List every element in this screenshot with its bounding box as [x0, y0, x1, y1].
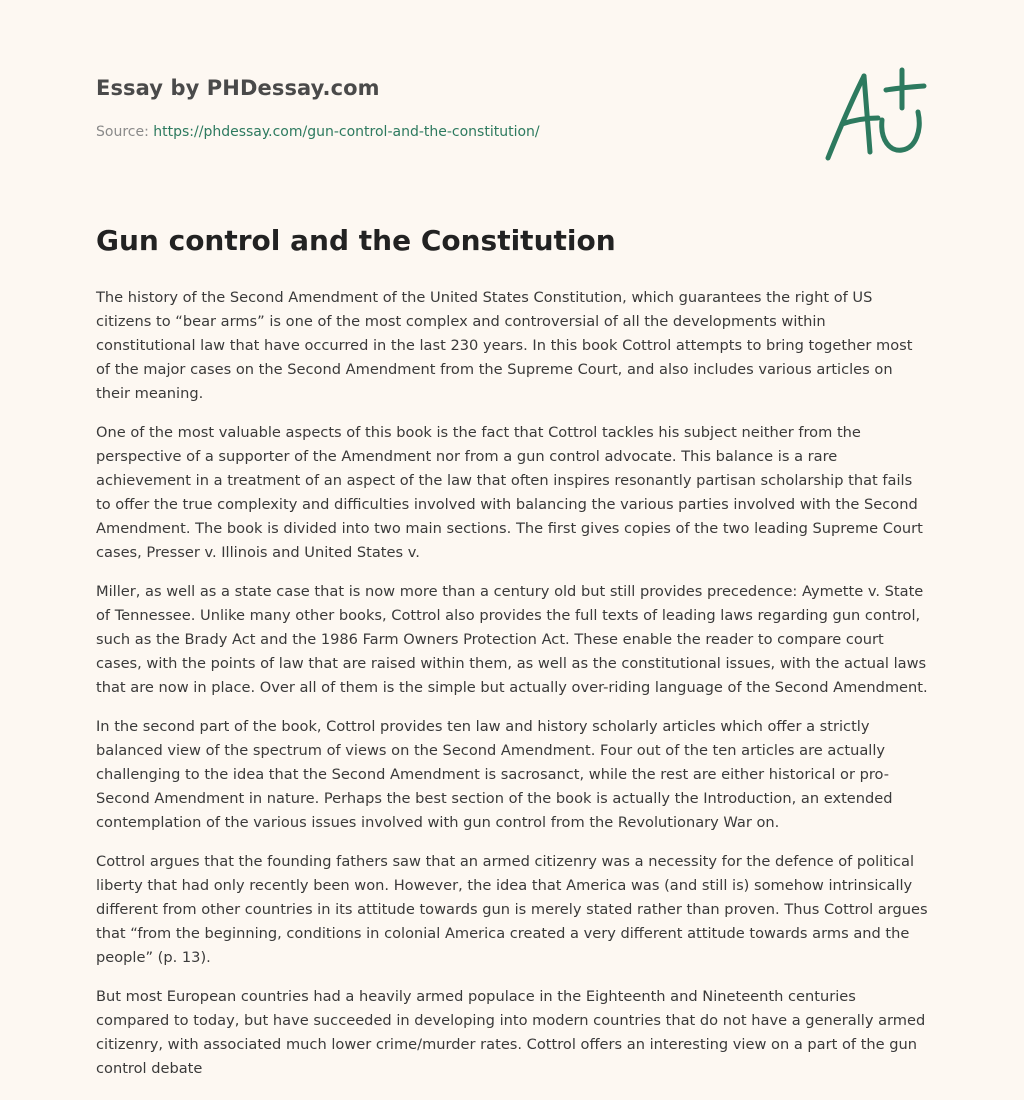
paragraph: The history of the Second Amendment of the United States Constitution, which guarantees the right of US citizens to “bear arms” is one of the most complex and controversial of all the developments within constitutional law that have occurred in the last 230 years. In this book Cottrol attempts to bring together most of the major cases on the Second Amendment from the Supreme Court, and also includes various articles on their meaning.	[96, 289, 913, 402]
a-plus-logo-icon	[818, 64, 930, 168]
paragraph: But most European countries had a heavily armed populace in the Eighteenth and Nineteenth centuries compared to today, but have succeeded in developing into modern countries that do not have a generally armed citizenry, with associated much lower crime/murder rates. Cottrol offers an interesting view on a part of the gun control debate	[96, 988, 926, 1077]
paragraph: Cottrol argues that the founding fathers saw that an armed citizenry was a necessity for the defence of political liberty that had only recently been won. However, the idea that America was (and still is) somehow intrinsically different from other countries in its attitude towards gun is merely stated rather than proven. Thus Cottrol argues that “from the beginning, conditions in colonial America created a very different attitude towards arms and the people” (p. 13).	[96, 853, 928, 966]
essay-body	[96, 286, 928, 1096]
paragraph: One of the most valuable aspects of this book is the fact that Cottrol tackles his subject neither from the perspective of a supporter of the Amendment nor from a gun control advocate. This balance is a rare achievement in a treatment of an aspect of the law that often inspires resonantly partisan scholarship that fails to offer the true complexity and difficulties involved with balancing the various parties involved with the Second Amendment. The book is divided into two main sections. The first gives copies of the two leading Supreme Court cases, Presser v. Illinois and United States v.	[96, 424, 923, 561]
document-header	[96, 76, 796, 140]
source-link[interactable]: https://phdessay.com/gun-control-and-the-constitution/	[153, 124, 540, 140]
brand-title: Essay by PHDessay.com	[96, 76, 380, 100]
paragraph: In the second part of the book, Cottrol provides ten law and history scholarly articles which offer a strictly balanced view of the spectrum of views on the Second Amendment. Four out of the ten articles are actually challenging to the idea that the Second Amendment is sacrosanct, while the rest are either historical or pro-Second Amendment in nature. Perhaps the best section of the book is actually the Introduction, an extended contemplation of the various issues involved with gun control from the Revolutionary War on.	[96, 718, 893, 831]
essay-title: Gun control and the Constitution	[96, 224, 616, 257]
source-label: Source:	[96, 124, 154, 140]
source-line	[96, 124, 796, 140]
paragraph: Miller, as well as a state case that is now more than a century old but still provides precedence: Aymette v. State of Tennessee. Unlike many other books, Cottrol also provides the full texts of leading laws regarding gun control, such as the Brady Act and the 1986 Farm Owners Protection Act. These enable the reader to compare court cases, with the points of law that are raised within them, as well as the constitutional issues, with the actual laws that are now in place. Over all of them is the simple but actually over-riding language of the Second Amendment.	[96, 583, 928, 696]
